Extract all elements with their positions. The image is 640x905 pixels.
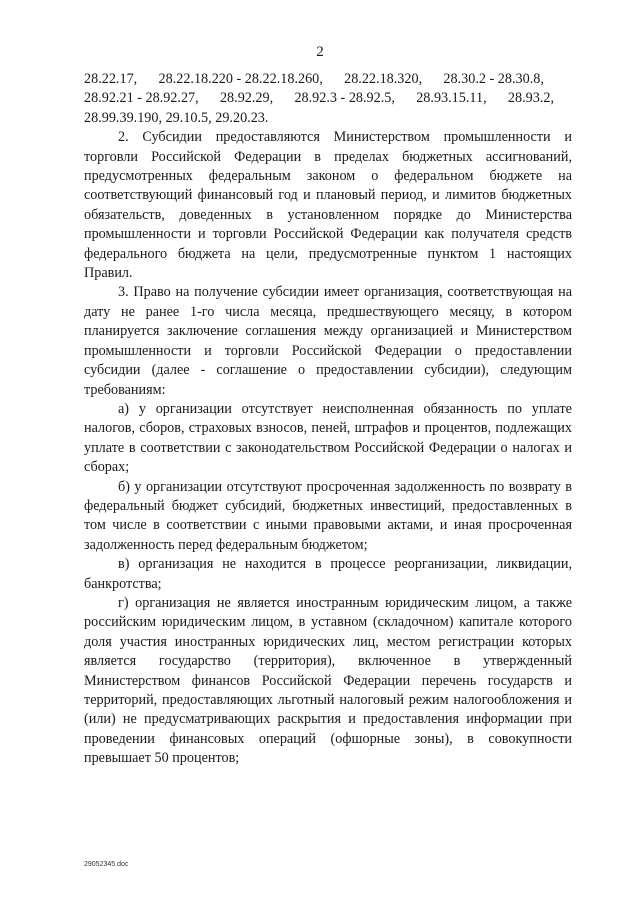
- document-file-id: 29052345.doc: [84, 861, 129, 868]
- classification-codes: [84, 70, 572, 128]
- document-body: [84, 70, 572, 769]
- codes-line: 28.99.39.190, 29.10.5, 29.20.23.: [84, 109, 269, 126]
- paragraph-3-eligibility: 3. Право на получение субсидии имеет организация, соответствующая на дату не ранее 1-го числа месяца, предшествующего месяцу, в котором планируется заключение соглашения между организацией и Министерством промышленности и торговли Российской Федерации о предоставлении субсидии (далее - соглашение о предоставлении субсидии), следующим требованиям:: [84, 284, 572, 398]
- codes-line: 28.22.17, 28.22.18.220 - 28.22.18.260, 28.22.18.320, 28.30.2 - 28.30.8,: [84, 71, 544, 87]
- page-number: 2: [316, 44, 324, 60]
- requirement-d-not-foreign-entity: г) организация не является иностранным юридическим лицом, а также российским юридическим лицом, в уставном (складочном) капитале которого доля участия иностранных юридических лиц, местом регистрации которых является государство (территория), включенное в утвержденный Министерством финансов Российской Федерации перечень государств и территорий, предоставляющих льготный налоговый режим налогообложения и (или) не предусматривающих раскрытия и предоставления информации при проведении финансовых операций (офшорные зоны), в совокупности превышает 50 процентов;: [84, 594, 572, 767]
- requirement-c-no-reorganization: в) организация не находится в процессе реорганизации, ликвидации, банкротства;: [84, 556, 572, 592]
- requirement-a-no-tax-debt: а) у организации отсутствует неисполненная обязанность по уплате налогов, сборов, страховых взносов, пеней, штрафов и процентов, подлежащих уплате в соответствии с законодательством Российской Федерации о налогах и сборах;: [84, 400, 572, 476]
- paragraph-2-subsidies-provision: 2. Субсидии предоставляются Министерством промышленности и торговли Российской Федерации в пределах бюджетных ассигнований, предусмотренных федеральным законом о федеральном бюджете на соответствующий финансовый год и плановый период, и лимитов бюджетных обязательств, доведенных в установленном порядке до Министерства промышленности и торговли Российской Федерации как получателя средств федерального бюджета на цели, предусмотренные пунктом 1 настоящих Правил.: [84, 129, 572, 282]
- requirement-b-no-overdue-debt: б) у организации отсутствуют просроченная задолженность по возврату в федеральный бюджет субсидий, бюджетных инвестиций, предоставленных в том числе в соответствии с иными правовыми актами, и иная просроченная задолженность перед федеральным бюджетом;: [84, 478, 572, 553]
- codes-line: 28.92.21 - 28.92.27, 28.92.29, 28.92.3 - 28.92.5, 28.93.15.11, 28.93.2,: [84, 90, 555, 107]
